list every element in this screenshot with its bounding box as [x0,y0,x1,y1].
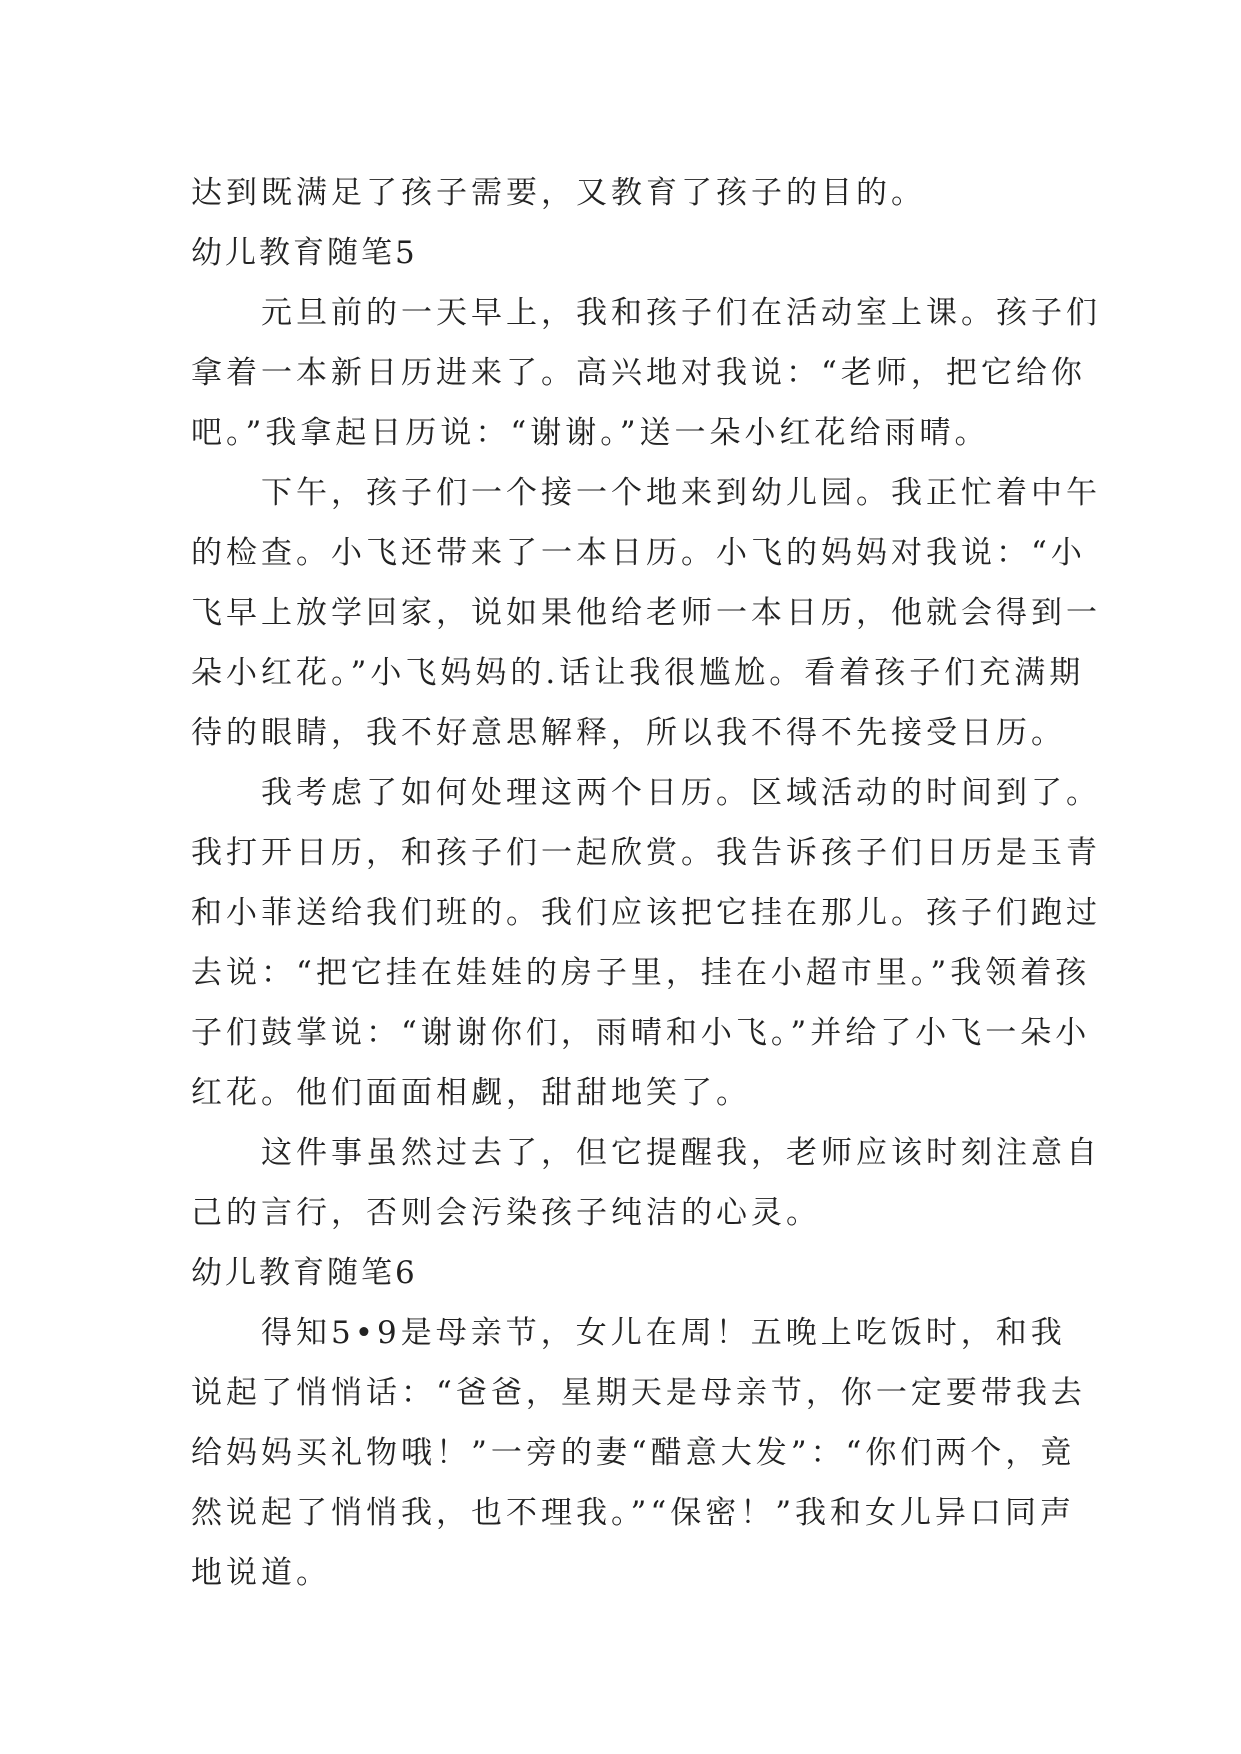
text-line: 飞早上放学回家，说如果他给老师一本日历，他就会得到一 [191,595,1101,631]
text-line: 朵小红花。”小飞妈妈的.话让我很尴尬。看着孩子们充满期 [191,655,1085,691]
section-heading: 幼儿教育随笔5 [191,235,418,271]
text-line: 去说：“把它挂在娃娃的房子里，挂在小超市里。”我领着孩 [191,955,1091,991]
text-line: 地说道。 [191,1555,331,1591]
text-line: 说起了悄悄话：“爸爸，星期天是母亲节，你一定要带我去 [191,1375,1086,1411]
text-line: 然说起了悄悄我，也不理我。”“保密！”我和女儿异口同声 [191,1495,1076,1531]
text-line: 拿着一本新日历进来了。高兴地对我说：“老师，把它给你 [191,355,1086,391]
text-line: 给妈妈买礼物哦！”一旁的妻“醋意大发”：“你们两个，竟 [191,1435,1076,1471]
section-heading: 幼儿教育随笔6 [191,1255,418,1291]
text-line: 红花。他们面面相觑，甜甜地笑了。 [191,1075,751,1111]
paragraph-first-line: 得知5•9是母亲节，女儿在周！五晚上吃饭时，和我 [261,1315,1066,1351]
text-line: 和小菲送给我们班的。我们应该把它挂在那儿。孩子们跑过 [191,895,1101,931]
text-line: 待的眼睛，我不好意思解释，所以我不得不先接受日历。 [191,715,1066,751]
text-line: 子们鼓掌说：“谢谢你们，雨晴和小飞。”并给了小飞一朵小 [191,1015,1091,1051]
text-line: 己的言行，否则会污染孩子纯洁的心灵。 [191,1195,821,1231]
paragraph-first-line: 下午，孩子们一个接一个地来到幼儿园。我正忙着中午 [261,475,1101,511]
paragraph-first-line: 元旦前的一天早上，我和孩子们在活动室上课。孩子们 [261,295,1101,331]
text-line: 吧。”我拿起日历说：“谢谢。”送一朵小红花给雨晴。 [191,415,990,451]
text-line: 的检查。小飞还带来了一本日历。小飞的妈妈对我说：“小 [191,535,1086,571]
document-body [191,163,1101,1603]
text-line: 我打开日历，和孩子们一起欣赏。我告诉孩子们日历是玉青 [191,835,1101,871]
text-line: 达到既满足了孩子需要，又教育了孩子的目的。 [191,175,926,211]
paragraph-first-line: 这件事虽然过去了，但它提醒我，老师应该时刻注意自 [261,1135,1101,1171]
paragraph-first-line: 我考虑了如何处理这两个日历。区域活动的时间到了。 [261,775,1101,811]
